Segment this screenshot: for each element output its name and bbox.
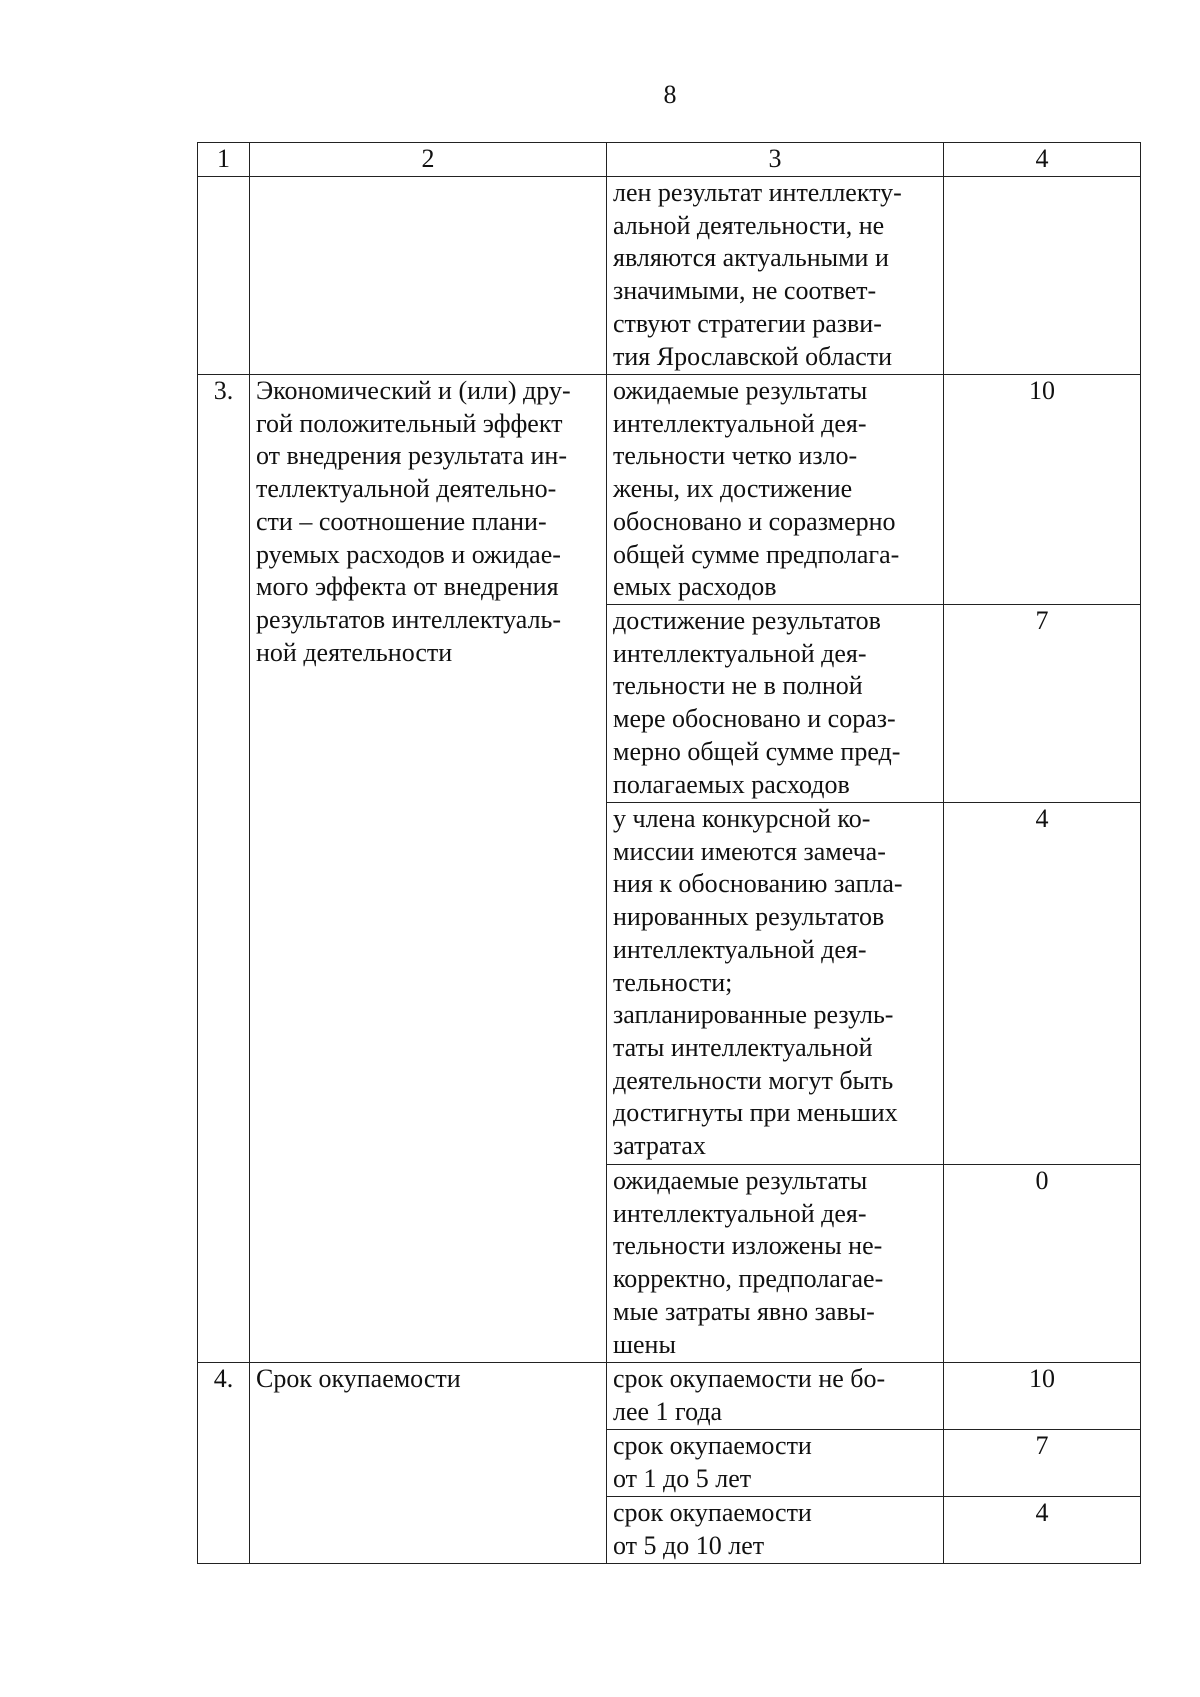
- section3-option-1-score: 10: [944, 375, 1141, 605]
- section3-option-2-score: 7: [944, 605, 1141, 803]
- section4-number: 4.: [198, 1363, 250, 1564]
- row-number-cell: [198, 177, 250, 375]
- column-header-2: 2: [250, 143, 607, 177]
- section4-criterion: Срок окупаемости: [250, 1363, 607, 1564]
- column-header-4: 4: [944, 143, 1141, 177]
- table-header-row: [198, 143, 1141, 177]
- score-cell: [944, 177, 1141, 375]
- table-row-continuation: [198, 177, 1141, 375]
- column-header-3: 3: [607, 143, 944, 177]
- section4-option-3-score: 4: [944, 1497, 1141, 1564]
- section4-option-2-score: 7: [944, 1430, 1141, 1497]
- page-number: 8: [663, 80, 677, 109]
- section4-option-3-text: срок окупаемости от 5 до 10 лет: [607, 1497, 944, 1564]
- column-header-1: 1: [198, 143, 250, 177]
- section4-option-1-text: срок окупаемости не бо- лее 1 года: [607, 1363, 944, 1430]
- table-row-section3-option1: [198, 375, 1141, 605]
- section3-option-3-score: 4: [944, 803, 1141, 1165]
- section3-option-2-text: достижение результатов интеллектуальной дея- тельности не в полной мере обосновано и сораз- мерно общей сумме пред- полагаемых расходов: [607, 605, 944, 803]
- criteria-table: [197, 142, 1141, 1564]
- section3-number: 3.: [198, 375, 250, 1363]
- section3-option-4-score: 0: [944, 1165, 1141, 1363]
- section3-option-3-text: у члена конкурсной ко- миссии имеются замеча- ния к обоснованию запла- нированных результатов интеллектуальной дея- тельности; запланированные резуль- таты интеллектуальной деятельности могут быть достигнуты при меньших затратах: [607, 803, 944, 1165]
- criterion-cell: [250, 177, 607, 375]
- section4-option-1-score: 10: [944, 1363, 1141, 1430]
- table-row-section4-option1: [198, 1363, 1141, 1430]
- section3-option-1-text: ожидаемые результаты интеллектуальной дея- тельности четко изло- жены, их достижение обосновано и соразмерно общей сумме предполага- емых расходов: [607, 375, 944, 605]
- section4-option-2-text: срок окупаемости от 1 до 5 лет: [607, 1430, 944, 1497]
- section3-criterion: Экономический и (или) дру- гой положительный эффект от внедрения результата ин- теллектуальной деятельно- сти – соотношение плани- руемых расходов и ожидае- мого эффекта от внедрения результатов интеллектуаль- ной деятельности: [250, 375, 607, 1363]
- option-text-cell: лен результат интеллекту- альной деятельности, не являются актуальными и значимыми, не соответ- ствуют стратегии разви- тия Ярославской области: [607, 177, 944, 375]
- section3-option-4-text: ожидаемые результаты интеллектуальной дея- тельности изложены не- корректно, предполагае- мые затраты явно завы- шены: [607, 1165, 944, 1363]
